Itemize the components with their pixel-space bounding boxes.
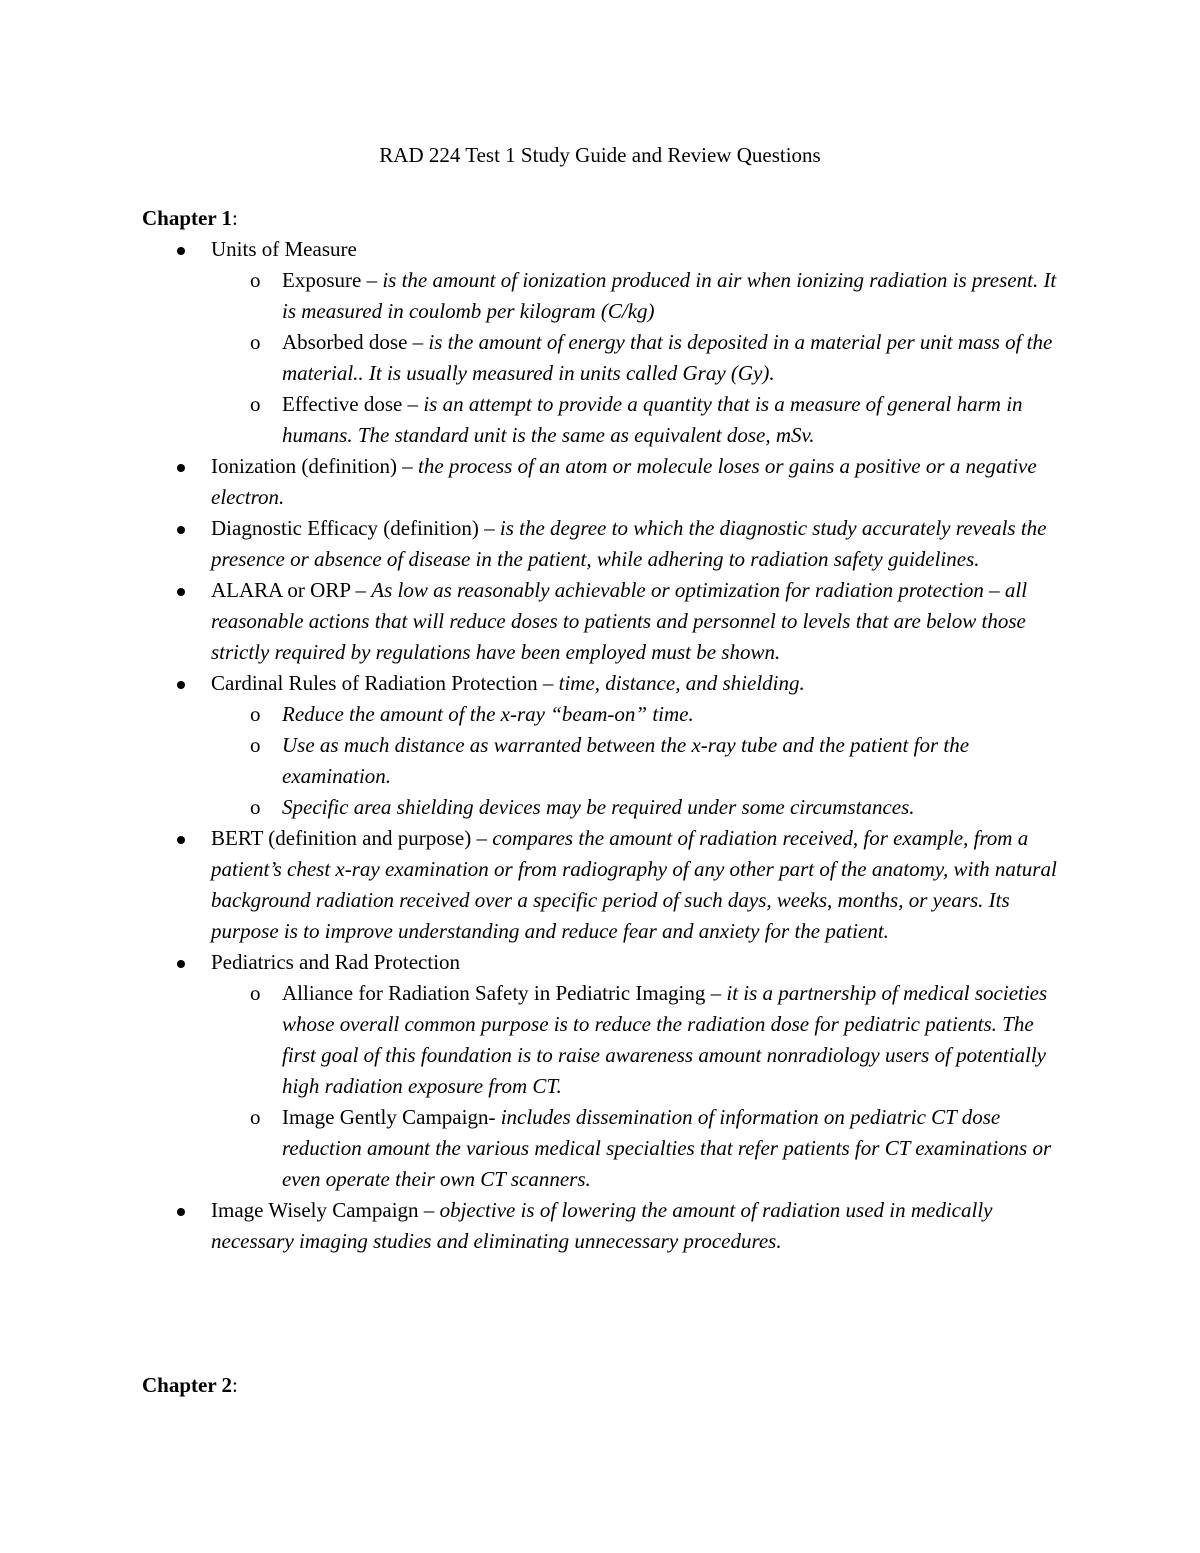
list-item-alara bbox=[0, 575, 1200, 668]
cardinal-sublist bbox=[211, 699, 1060, 823]
bullet-icon bbox=[177, 1208, 185, 1216]
sub-bullet-icon: o bbox=[250, 981, 261, 1005]
bullet-icon bbox=[177, 464, 185, 472]
def-ionization: the process of an atom or molecule loses or gains a positive or a negative electron. bbox=[211, 454, 1037, 509]
sub-bullet-icon: o bbox=[250, 392, 261, 416]
chapter-2-colon: : bbox=[232, 1373, 238, 1397]
sub-bullet-icon: o bbox=[250, 330, 261, 354]
sub-bullet-icon: o bbox=[250, 1105, 261, 1129]
term-diagnostic-efficacy: Diagnostic Efficacy (definition) – bbox=[211, 516, 500, 540]
chapter-1-colon: : bbox=[232, 206, 238, 230]
sub-item-effective-dose bbox=[211, 389, 1060, 451]
def-image-wisely: objective is of lowering the amount of radiation used in medically necessary imaging studies and eliminating unnecessary procedures. bbox=[211, 1198, 993, 1253]
term-effective-dose: Effective dose – bbox=[282, 392, 424, 416]
def-exposure: is the amount of ionization produced in air when ionizing radiation is present. It is measured in coulomb per kilogram (C/kg) bbox=[282, 268, 1057, 323]
units-sublist bbox=[211, 265, 1060, 451]
list-item-ionization bbox=[0, 451, 1200, 513]
term-image-wisely: Image Wisely Campaign – bbox=[211, 1198, 440, 1222]
term-exposure: Exposure – bbox=[282, 268, 383, 292]
chapter-1-list bbox=[0, 234, 1200, 1257]
cardinal-shielding-text: Specific area shielding devices may be required under some circumstances. bbox=[282, 795, 915, 819]
pediatrics-sublist bbox=[211, 978, 1060, 1195]
bullet-icon bbox=[177, 681, 185, 689]
bullet-icon bbox=[177, 588, 185, 596]
term-image-gently: Image Gently Campaign- bbox=[282, 1105, 501, 1129]
sub-bullet-icon: o bbox=[250, 733, 261, 757]
bullet-icon bbox=[177, 526, 185, 534]
term-cardinal-rules: Cardinal Rules of Radiation Protection – bbox=[211, 671, 559, 695]
term-bert: BERT (definition and purpose) – bbox=[211, 826, 493, 850]
list-item-bert bbox=[0, 823, 1200, 947]
bullet-icon bbox=[177, 247, 185, 255]
def-image-gently: includes dissemination of information on pediatric CT dose reduction amount the various medical specialties that refer patients for CT examinations or even operate their own CT scanners. bbox=[282, 1105, 1052, 1191]
def-diagnostic-efficacy: is the degree to which the diagnostic study accurately reveals the presence or absence of disease in the patient, while adhering to radiation safety guidelines. bbox=[211, 516, 1047, 571]
list-item-cardinal-rules bbox=[0, 668, 1200, 823]
term-ionization: Ionization (definition) – bbox=[211, 454, 419, 478]
cardinal-time-text: Reduce the amount of the x-ray “beam-on” time. bbox=[282, 702, 694, 726]
sub-item-time bbox=[211, 699, 1060, 730]
sub-item-alliance bbox=[211, 978, 1060, 1102]
sub-item-distance bbox=[211, 730, 1060, 792]
sub-item-absorbed-dose bbox=[211, 327, 1060, 389]
sub-bullet-icon: o bbox=[250, 795, 261, 819]
def-alara: As low as reasonably achievable or optimization for radiation protection – all reasonable actions that will reduce doses to patients and personnel to levels that are below those strictly required by regulations have been employed must be shown. bbox=[211, 578, 1028, 664]
bullet-icon bbox=[177, 960, 185, 968]
list-item-image-wisely bbox=[0, 1195, 1200, 1257]
list-item-diagnostic-efficacy bbox=[0, 513, 1200, 575]
list-item-units-of-measure bbox=[0, 234, 1200, 451]
sub-bullet-icon: o bbox=[250, 268, 261, 292]
chapter-2-heading bbox=[142, 1370, 238, 1401]
chapter-1-heading bbox=[142, 203, 238, 234]
list-item-pediatrics bbox=[0, 947, 1200, 1195]
def-alliance: it is a partnership of medical societies whose overall common purpose is to reduce the radiation dose for pediatric patients. The first goal of this foundation is to raise awareness amount nonradiology users of potentially high radiation exposure from CT. bbox=[282, 981, 1048, 1098]
term-alara: ALARA or ORP – bbox=[211, 578, 372, 602]
term-pediatrics: Pediatrics and Rad Protection bbox=[211, 950, 461, 974]
sub-item-image-gently bbox=[211, 1102, 1060, 1195]
def-bert: compares the amount of radiation received, for example, from a patient’s chest x-ray examination or from radiography of any other part of the anatomy, with natural background radiation received over a specific period of such days, weeks, months, or years. Its purpose is to improve understanding and reduce fear and anxiety for the patient. bbox=[211, 826, 1057, 943]
sub-item-exposure bbox=[211, 265, 1060, 327]
term-units-of-measure: Units of Measure bbox=[211, 237, 357, 261]
def-effective-dose: is an attempt to provide a quantity that is a measure of general harm in humans. The standard unit is the same as equivalent dose, mSv. bbox=[282, 392, 1023, 447]
cardinal-distance-text: Use as much distance as warranted between the x-ray tube and the patient for the examination. bbox=[282, 733, 970, 788]
page-title: RAD 224 Test 1 Study Guide and Review Questions bbox=[379, 143, 821, 167]
term-absorbed-dose: Absorbed dose – bbox=[282, 330, 429, 354]
chapter-2-label: Chapter 2 bbox=[142, 1373, 233, 1397]
bullet-icon bbox=[177, 836, 185, 844]
term-alliance: Alliance for Radiation Safety in Pediatric Imaging – bbox=[282, 981, 727, 1005]
def-absorbed-dose: is the amount of energy that is deposited in a material per unit mass of the material.. It is usually measured in units called Gray (Gy). bbox=[282, 330, 1053, 385]
def-cardinal-rules: time, distance, and shielding. bbox=[558, 671, 805, 695]
sub-item-shielding bbox=[211, 792, 1060, 823]
chapter-1-label: Chapter 1 bbox=[142, 206, 233, 230]
sub-bullet-icon: o bbox=[250, 702, 261, 726]
